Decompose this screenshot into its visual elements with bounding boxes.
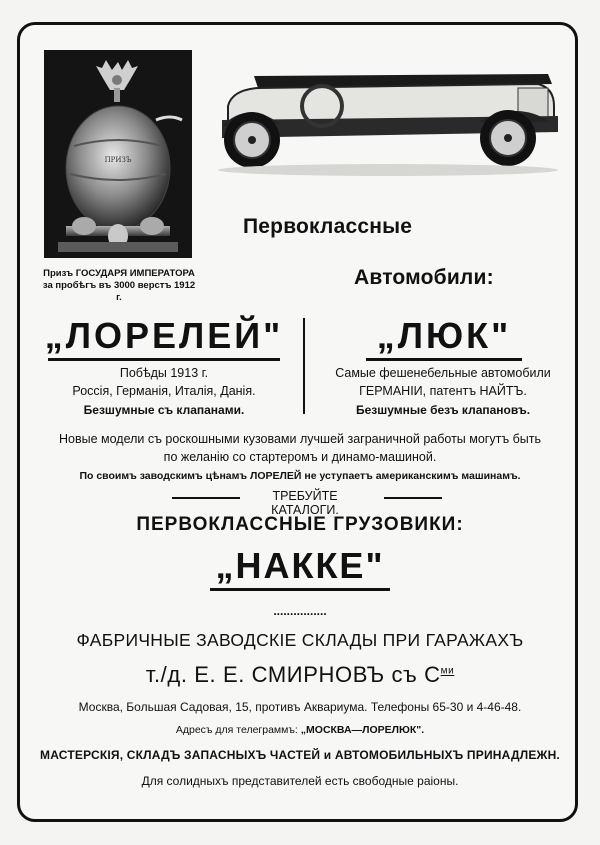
brand-luk-block xyxy=(310,316,578,356)
address-text: Москва, Большая Садовая, 15, противъ Аквариума. Телефоны 65-30 и 4-46-48. xyxy=(78,700,522,714)
trophy-photo xyxy=(44,50,192,258)
headline-line2: Автомобили: xyxy=(354,266,494,289)
trophy-caption-line1: Призъ ГОСУДАРЯ ИМПЕРАТОРА xyxy=(43,268,195,279)
svg-text:ПРИЗЪ: ПРИЗЪ xyxy=(104,156,132,164)
lorelei-line1: Побѣды 1913 г. xyxy=(119,366,209,380)
catalogs-rule-left xyxy=(172,497,240,499)
brand-nakke: „НАККЕ" xyxy=(215,545,385,586)
dotted-separator: ................ xyxy=(273,604,327,618)
telegram-label: Адресъ для телеграммъ: xyxy=(175,724,298,736)
brand-lorelei-block xyxy=(30,316,298,356)
brand-lorelei: „ЛОРЕЛЕЙ" xyxy=(44,315,284,356)
body-line2: по желанію со стартеромъ и динамо-машиной. xyxy=(163,450,437,464)
brand-nakke-underline xyxy=(210,588,390,591)
telegram-line xyxy=(30,724,570,736)
trucks-heading: ПЕРВОКЛАССНЫЕ ГРУЗОВИКИ: xyxy=(136,514,464,535)
body-line1: Новые модели съ роскошными кузовами лучшей заграничной работы могутъ быть xyxy=(58,432,541,446)
company-name: т./д. Е. Е. СМИРНОВЪ съ С xyxy=(145,662,441,687)
company-superscript: ми xyxy=(440,665,455,677)
lorelei-line2: Россія, Германія, Италія, Данія. xyxy=(72,384,256,398)
trophy-caption xyxy=(40,268,198,304)
body-line3: По своимъ заводскимъ цѣнамъ ЛОРЕЛЕЙ не уступаетъ американскимъ машинамъ. xyxy=(79,470,521,482)
warehouses-text: ФАБРИЧНЫЕ ЗАВОДСКІЕ СКЛАДЫ ПРИ ГАРАЖАХЪ xyxy=(76,630,524,650)
brand-luk: „ЛЮК" xyxy=(376,315,512,356)
lorelei-details xyxy=(30,364,298,418)
car-photo xyxy=(218,66,564,180)
car-illustration xyxy=(218,66,564,180)
headline-line1: Первоклассные xyxy=(243,215,413,238)
body-text xyxy=(30,430,570,466)
luk-line1: Самые фешенебельные автомобили xyxy=(335,366,551,380)
luk-line3: Безшумные безъ клапановъ. xyxy=(355,403,531,417)
workshop-text: МАСТЕРСКІЯ, СКЛАДЪ ЗАПАСНЫХЪ ЧАСТЕЙ и АВТОМОБИЛЬНЫХЪ ПРИНАДЛЕЖН. xyxy=(40,748,560,762)
trophy-illustration xyxy=(44,50,192,258)
catalogs-rule-right xyxy=(384,497,442,499)
company-line xyxy=(30,662,570,688)
luk-details xyxy=(300,364,586,418)
lorelei-line3: Безшумные съ клапанами. xyxy=(83,403,245,417)
dealers-text: Для солидныхъ представителей есть свободные раіоны. xyxy=(141,774,459,788)
brand-luk-underline xyxy=(366,358,522,361)
brand-lorelei-underline xyxy=(48,358,280,361)
catalogs-text: ТРЕБУЙТЕ КАТАЛОГИ. xyxy=(271,489,339,517)
telegram-value: „МОСКВА—ЛОРЕЛЮК". xyxy=(300,724,425,736)
luk-line2: ГЕРМАНІИ, патентъ НАЙТЪ. xyxy=(359,384,527,398)
trophy-caption-line2: за пробѣгъ въ 3000 верстъ 1912 г. xyxy=(42,280,196,303)
